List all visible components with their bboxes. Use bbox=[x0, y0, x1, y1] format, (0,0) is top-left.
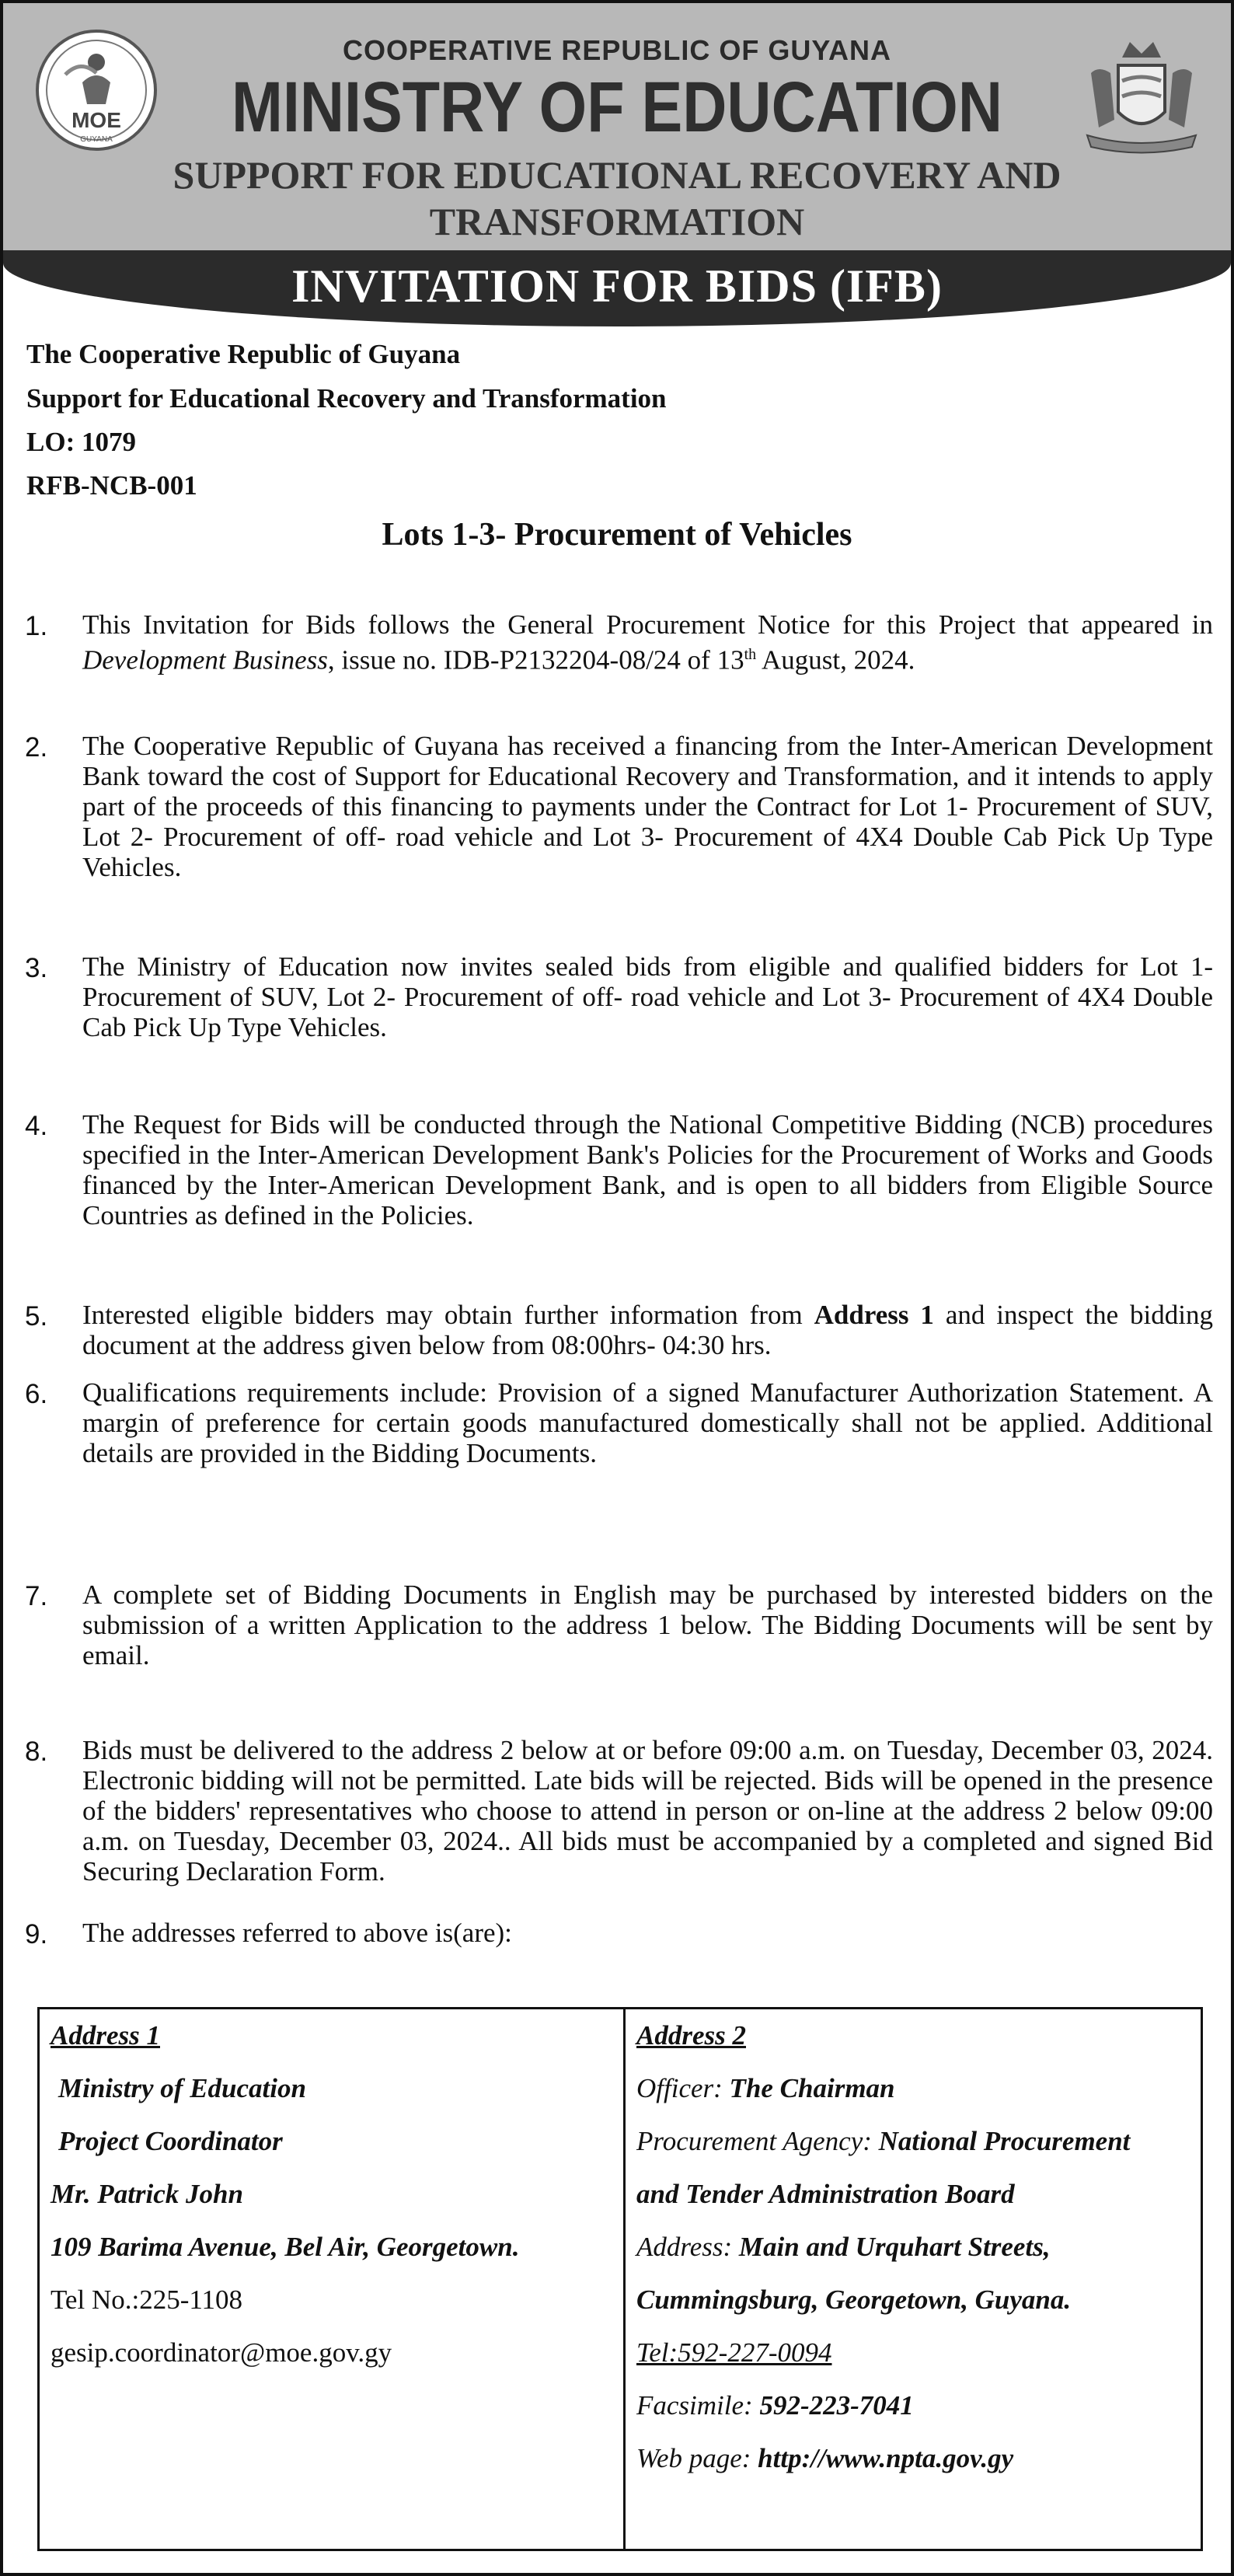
paragraph-number-1: 1. bbox=[25, 611, 48, 641]
ifb-title: INVITATION FOR BIDS (IFB) bbox=[291, 260, 943, 312]
address-1-line-1: Ministry of Education bbox=[58, 2073, 306, 2103]
logo-subtext: GUYANA bbox=[80, 135, 113, 144]
paragraph-number-3: 3. bbox=[25, 953, 48, 983]
address-1-heading: Address 1 bbox=[51, 2020, 160, 2051]
address-2-web: Web page: http://www.npta.gov.gy bbox=[636, 2443, 1014, 2473]
address-2-address-cont: Cummingsburg, Georgetown, Guyana. bbox=[636, 2285, 1072, 2315]
address-table bbox=[37, 2007, 1203, 2551]
paragraph-3: The Ministry of Education now invites sealed bids from eligible and qualified bidders for Lot 1- Procurement of SUV, Lot 2- Procurement of off- road vehicle and Lot 3- Procurement of 4X4 Double Cab Pick Up Type Vehicles. bbox=[82, 951, 1213, 1042]
project-heading-line-1: SUPPORT FOR EDUCATIONAL RECOVERY AND bbox=[173, 153, 1061, 197]
paragraph-number-2: 2. bbox=[25, 732, 48, 763]
paragraph-4: The Request for Bids will be conducted through the National Competitive Bidding (NCB) procedures specified in the Inter-American Development Bank's Policies for the Procurement of Works and Goods financed by the Inter-American Development Bank, and is open to all bidders from Eligible Source Countries as defined in the Policies. bbox=[82, 1109, 1213, 1230]
logo-text: MOE bbox=[71, 108, 121, 132]
address-2-agency: Procurement Agency: National Procurement bbox=[636, 2126, 1131, 2156]
meta-rfb: RFB-NCB-001 bbox=[26, 470, 197, 501]
lots-title: Lots 1-3- Procurement of Vehicles bbox=[382, 517, 852, 553]
address-2-web-link[interactable]: http://www.npta.gov.gy bbox=[758, 2443, 1014, 2473]
address-2-officer: Officer: The Chairman bbox=[636, 2073, 895, 2103]
address-1-line-3: Mr. Patrick John bbox=[51, 2179, 243, 2209]
meta-country: The Cooperative Republic of Guyana bbox=[26, 339, 461, 369]
address-2-heading: Address 2 bbox=[636, 2020, 746, 2051]
country-heading: COOPERATIVE REPUBLIC OF GUYANA bbox=[342, 34, 892, 66]
address-1-email[interactable]: gesip.coordinator@moe.gov.gy bbox=[51, 2337, 392, 2368]
paragraph-number-9: 9. bbox=[25, 1919, 48, 1949]
paragraph-number-7: 7. bbox=[25, 1581, 48, 1611]
address-1-line-4: 109 Barima Avenue, Bel Air, Georgetown. bbox=[51, 2232, 520, 2262]
paragraph-2: The Cooperative Republic of Guyana has received a financing from the Inter-American Development Bank toward the cost of Support for Educational Recovery and Transformation, and it intends to apply part of the proceeds of this financing to payments under the Contract for Lot 1- Procurement of SUV, Lot 2- Procurement of off- road vehicle and Lot 3- Procurement of 4X4 Double Cab Pick Up Type Vehicles. bbox=[82, 731, 1213, 882]
address-divider bbox=[623, 2009, 626, 2549]
project-heading-line-2: TRANSFORMATION bbox=[429, 200, 805, 243]
paragraph-1: This Invitation for Bids follows the General Procurement Notice for this Project that appeared in Development Business, issue no. IDB-P2132204-08/24 of 13th August, 2024. bbox=[82, 609, 1213, 675]
paragraph-8: Bids must be delivered to the address 2 below at or before 09:00 a.m. on Tuesday, December 03, 2024. Electronic bidding will not be permitted. Late bids will be rejected. Bids will be opened in the presence of the bidders' representatives who choose to attend in person or on-line at the address 2 below 09:00 a.m. on Tuesday, December 03, 2024.. All bids must be accompanied by a completed and signed Bid Securing Declaration Form. bbox=[82, 1735, 1213, 1887]
address-1-tel: Tel No.:225-1108 bbox=[51, 2285, 243, 2315]
address-2-agency-cont: and Tender Administration Board bbox=[636, 2179, 1015, 2209]
header-band bbox=[3, 3, 1231, 252]
paragraph-number-8: 8. bbox=[25, 1737, 48, 1767]
paragraph-5: Interested eligible bidders may obtain further information from Address 1 and inspect the bidding document at the address given below from 08:00hrs- 04:30 hrs. bbox=[82, 1300, 1213, 1360]
address-2-address: Address: Main and Urquhart Streets, bbox=[636, 2232, 1051, 2262]
paragraph-9: The addresses referred to above is(are): bbox=[82, 1918, 512, 1948]
address-1-line-2: Project Coordinator bbox=[58, 2126, 283, 2156]
paragraph-number-4: 4. bbox=[25, 1111, 48, 1141]
meta-lo: LO: 1079 bbox=[26, 427, 136, 457]
address-2-fax: Facsimile: 592-223-7041 bbox=[636, 2390, 914, 2421]
paragraph-number-5: 5. bbox=[25, 1301, 48, 1332]
paragraph-number-6: 6. bbox=[25, 1379, 48, 1409]
paragraph-6: Qualifications requirements include: Provision of a signed Manufacturer Authorization Statement. A margin of preference for certain goods manufactured domestically shall not be applied. Additional details are provided in the Bidding Documents. bbox=[82, 1377, 1213, 1468]
paragraph-7: A complete set of Bidding Documents in English may be purchased by interested bidders on the submission of a written Application to the address 1 below. The Bidding Documents will be sent by email. bbox=[82, 1579, 1213, 1670]
ministry-heading: MINISTRY OF EDUCATION bbox=[232, 68, 1002, 147]
address-2-tel[interactable]: Tel:592-227-0094 bbox=[636, 2337, 832, 2368]
meta-project: Support for Educational Recovery and Transformation bbox=[26, 383, 667, 414]
